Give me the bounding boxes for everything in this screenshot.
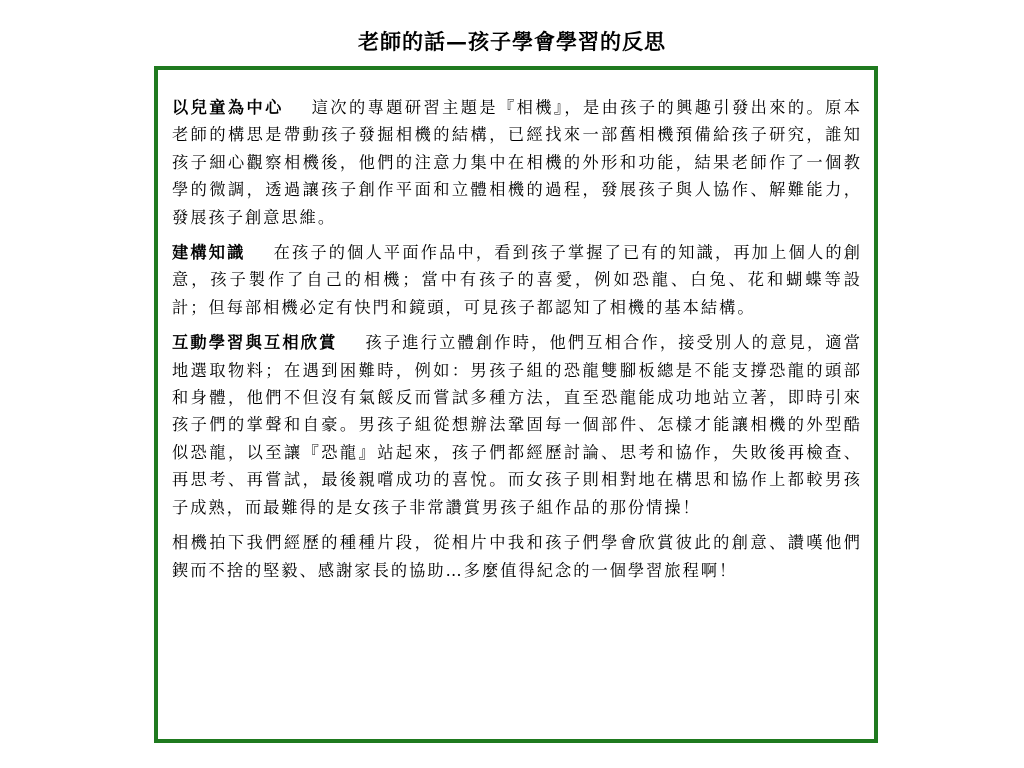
- paragraph-body: 在孩子的個人平面作品中，看到孩子掌握了已有的知識，再加上個人的創意，孩子製作了自己的相機；當中有孩子的喜愛，例如恐龍、白兔、花和蝴蝶等設計；但每部相機必定有快門和鏡頭，可見孩子都認知了相機的基本結構。: [172, 243, 862, 317]
- paragraph-body: 孩子進行立體創作時，他們互相合作，接受別人的意見，適當地選取物料；在遇到困難時，例如：男孩子組的恐龍雙腳板總是不能支撐恐龍的頭部和身體，他們不但沒有氣餒反而嘗試多種方法，直至恐龍能成功地站立著，即時引來孩子們的掌聲和自豪。男孩子組從想辦法鞏固每一個部件、怎樣才能讓相機的外型酷似恐龍，以至讓『恐龍』站起來，孩子們都經歷討論、思考和協作，失敗後再檢查、再思考、再嘗試，最後親嚐成功的喜悅。而女孩子則相對地在構思和協作上都較男孩子成熟，而最難得的是女孩子非常讚賞男孩子組作品的那份情操！: [172, 333, 862, 517]
- paragraph-heading: 建構知識: [172, 243, 246, 263]
- paragraph-body: 相機拍下我們經歷的種種片段，從相片中我和孩子們學會欣賞彼此的創意、讚嘆他們鍥而不捨的堅毅、感謝家長的協助…多麼值得紀念的一個學習旅程啊！: [172, 533, 862, 580]
- page-title: 老師的話—孩子學會學習的反思: [358, 29, 666, 54]
- paragraph-interactive-learning: [172, 329, 862, 521]
- paragraph-child-centered: [172, 94, 862, 231]
- paragraph-closing: [172, 529, 862, 584]
- paragraph-heading: 以兒童為中心: [172, 98, 284, 117]
- paragraph-heading: 互動學習與互相欣賞: [172, 333, 338, 353]
- paragraph-body: 這次的專題研習主題是『相機』，是由孩子的興趣引發出來的。原本老師的構思是帶動孩子發掘相機的結構，已經找來一部舊相機預備給孩子研究，誰知孩子細心觀察相機後，他們的注意力集中在相機的外形和功能，結果老師作了一個教學的微調，透過讓孩子創作平面和立體相機的過程，發展孩子與人協作、解難能力，發展孩子創意思維。: [172, 98, 862, 227]
- paragraph-constructing-knowledge: [172, 239, 862, 321]
- content-box: [154, 66, 878, 743]
